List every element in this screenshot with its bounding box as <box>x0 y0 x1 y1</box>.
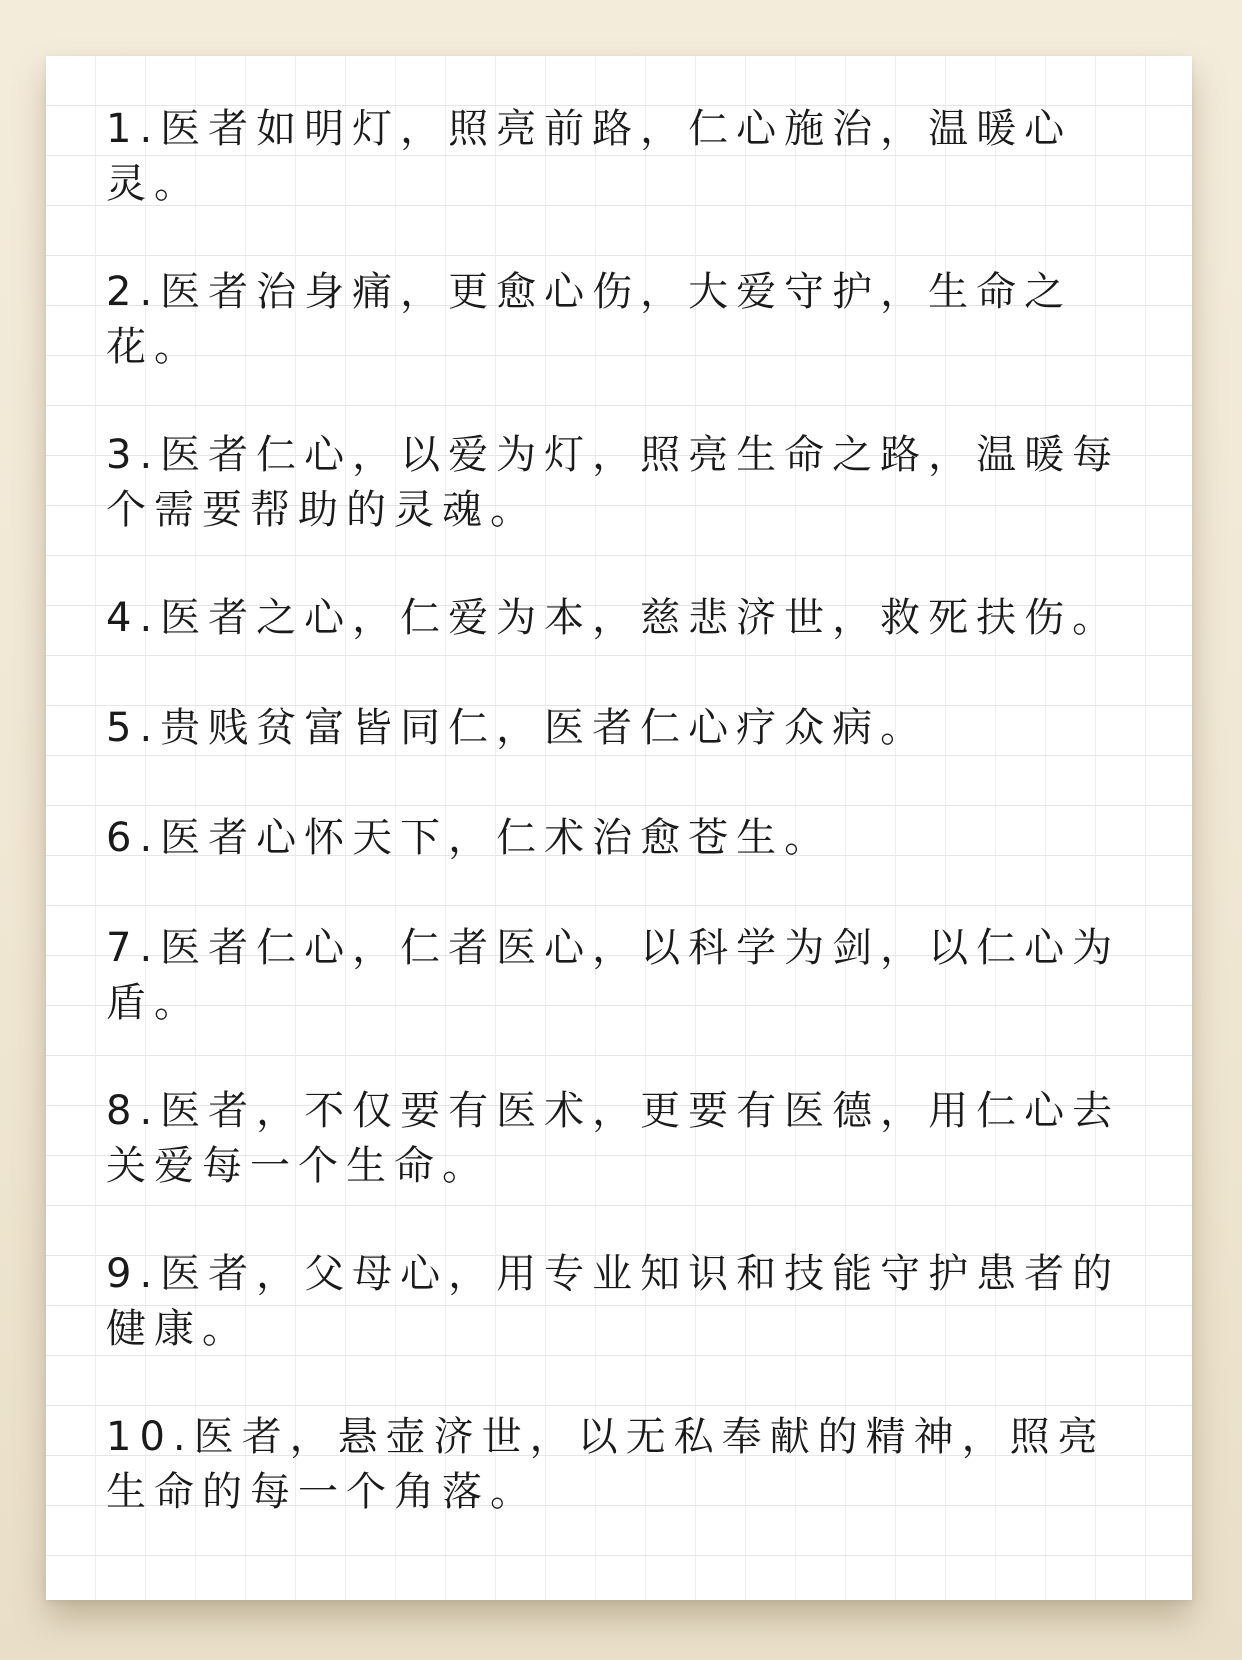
quote-item: 1.医者如明灯，照亮前路，仁心施治，温暖心灵。 <box>106 106 1073 207</box>
quote-item: 5.贵贱贫富皆同仁，医者仁心疗众病。 <box>106 705 929 751</box>
quote-item: 7.医者仁心，仁者医心，以科学为剑，以仁心为盾。 <box>106 925 1121 1026</box>
quote-item: 4.医者之心，仁爱为本，慈悲济世，救死扶伤。 <box>106 595 1121 641</box>
quote-item: 3.医者仁心，以爱为灯，照亮生命之路，温暖每个需要帮助的灵魂。 <box>106 432 1121 533</box>
quote-list <box>106 102 1146 1573</box>
quote-item: 10.医者，悬壶济世，以无私奉献的精神，照亮生命的每一个角落。 <box>106 1414 1106 1515</box>
quote-item: 8.医者，不仅要有医术，更要有医德，用仁心去关爱每一个生命。 <box>106 1088 1121 1189</box>
quote-item: 9.医者，父母心，用专业知识和技能守护患者的健康。 <box>106 1251 1121 1352</box>
quote-item: 2.医者治身痛，更愈心伤，大爱守护，生命之花。 <box>106 269 1073 370</box>
quote-item: 6.医者心怀天下，仁术治愈苍生。 <box>106 815 833 861</box>
